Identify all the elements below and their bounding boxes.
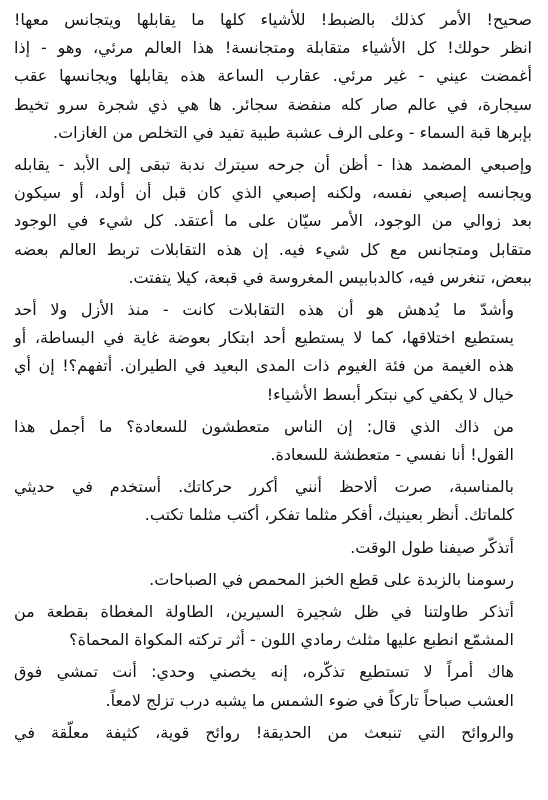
text-line: والروائح التي تنبعث من الحديقة! روائح قوية، كثيفة معلّقة في <box>14 722 514 742</box>
text-line: يستطيع اختلاقها، كما لا يستطيع أحد ابتكار بعوضة غاية في البساطة، أو <box>14 328 514 348</box>
paragraph <box>14 151 532 292</box>
text-line: أتذكر طاولتنا في ظل شجيرة السيرين، الطاولة المغطاة بقطعة من <box>14 602 514 622</box>
text-line: صحيح! الأمر كذلك بالضبط! للأشياء كلها ما يقابلها ويتجانس معها! <box>14 10 532 29</box>
paragraph <box>14 658 532 714</box>
text-line: رسومنا بالزبدة على قطع الخبز المحمص في الصباحات. <box>149 569 514 589</box>
paragraph <box>14 719 532 747</box>
paragraph <box>14 413 532 469</box>
paragraph <box>14 598 532 654</box>
text-line: المشمّع انطبع عليها مثلث رمادي اللون - أثر تركته المكواة المحماة؟ <box>69 630 514 650</box>
text-line: كلماتك. أنظر بعينيك، أفكر مثلما تفكر، أكتب مثلما تكتب. <box>144 505 514 525</box>
text-line: ويجانسه إصبعي نفسه، ولكنه إصبعي الذي كان قبل أن أولد، أو سيكون <box>14 183 532 203</box>
paragraph <box>14 6 532 147</box>
text-line: هذه الغيمة من فئة الغيوم ذات المدى البعيد في الطيران. أتفهم؟! إن أي <box>14 356 514 376</box>
text-line: هاك أمراً لا تستطيع تذكّره، إنه يخصني وحدي: أنت تمشي فوق <box>14 662 514 682</box>
text-line: بعد زوالي من الوجود، الأمر سيّان على ما أعتقد. كل شيء في الوجود <box>14 211 532 231</box>
paragraph <box>14 534 532 562</box>
text-line: أغمضت عيني - غير مرئي. عقارب الساعة هذه يقابلها ويجانسها عقب <box>14 66 532 86</box>
text-line: بإبرها قبة السماء - وعلى الرف عشبة طبية تفيد في التخلص من الغازات. <box>53 122 532 142</box>
text-line: سيجارة، في عالم صار كله منفضة سجائر. ها هي ذي شجرة سرو تخيط <box>14 94 532 114</box>
text-line: انظر حولك! كل الأشياء متقابلة ومتجانسة! هذا العالم مرئي، وهو - إذا <box>14 38 532 58</box>
text-line: وإصبعي المضمد هذا - أظن أن جرحه سيترك ندبة تبقى إلى الأبد - يقابله <box>14 155 532 175</box>
text-line: العشب صباحاً تاركاً في ضوء الشمس ما يشبه درب تزلج لامعاً. <box>105 690 514 710</box>
paragraph <box>14 296 532 409</box>
text-line: ببعض، تنغرس فيه، كالدبابيس المغروسة في قبعة، كيلا يتفتت. <box>128 267 532 287</box>
text-line: القول! أنا نفسي - متعطشة للسعادة. <box>270 445 514 465</box>
text-line: متقابل ومتجانس مع كل شيء فيه. إن هذه التقابلات تربط العالم بعضه <box>14 239 532 259</box>
paragraph <box>14 566 532 594</box>
paragraph <box>14 473 532 529</box>
text-line: أتذكّر صيفنا طول الوقت. <box>350 537 514 557</box>
text-line: من ذاك الذي قال: إن الناس متعطشون للسعادة؟ ما أجمل هذا <box>14 416 514 436</box>
text-line: وأشدّ ما يُدهش هو أن هذه التقابلات كانت - منذ الأزل ولا أحد <box>14 300 514 320</box>
text-line: خيال لا يكفي كي نبتكر أبسط الأشياء! <box>266 384 514 404</box>
text-line: بالمناسبة، صرت ألاحظ أنني أكرر حركاتك. أستخدم في حديثي <box>14 477 514 497</box>
